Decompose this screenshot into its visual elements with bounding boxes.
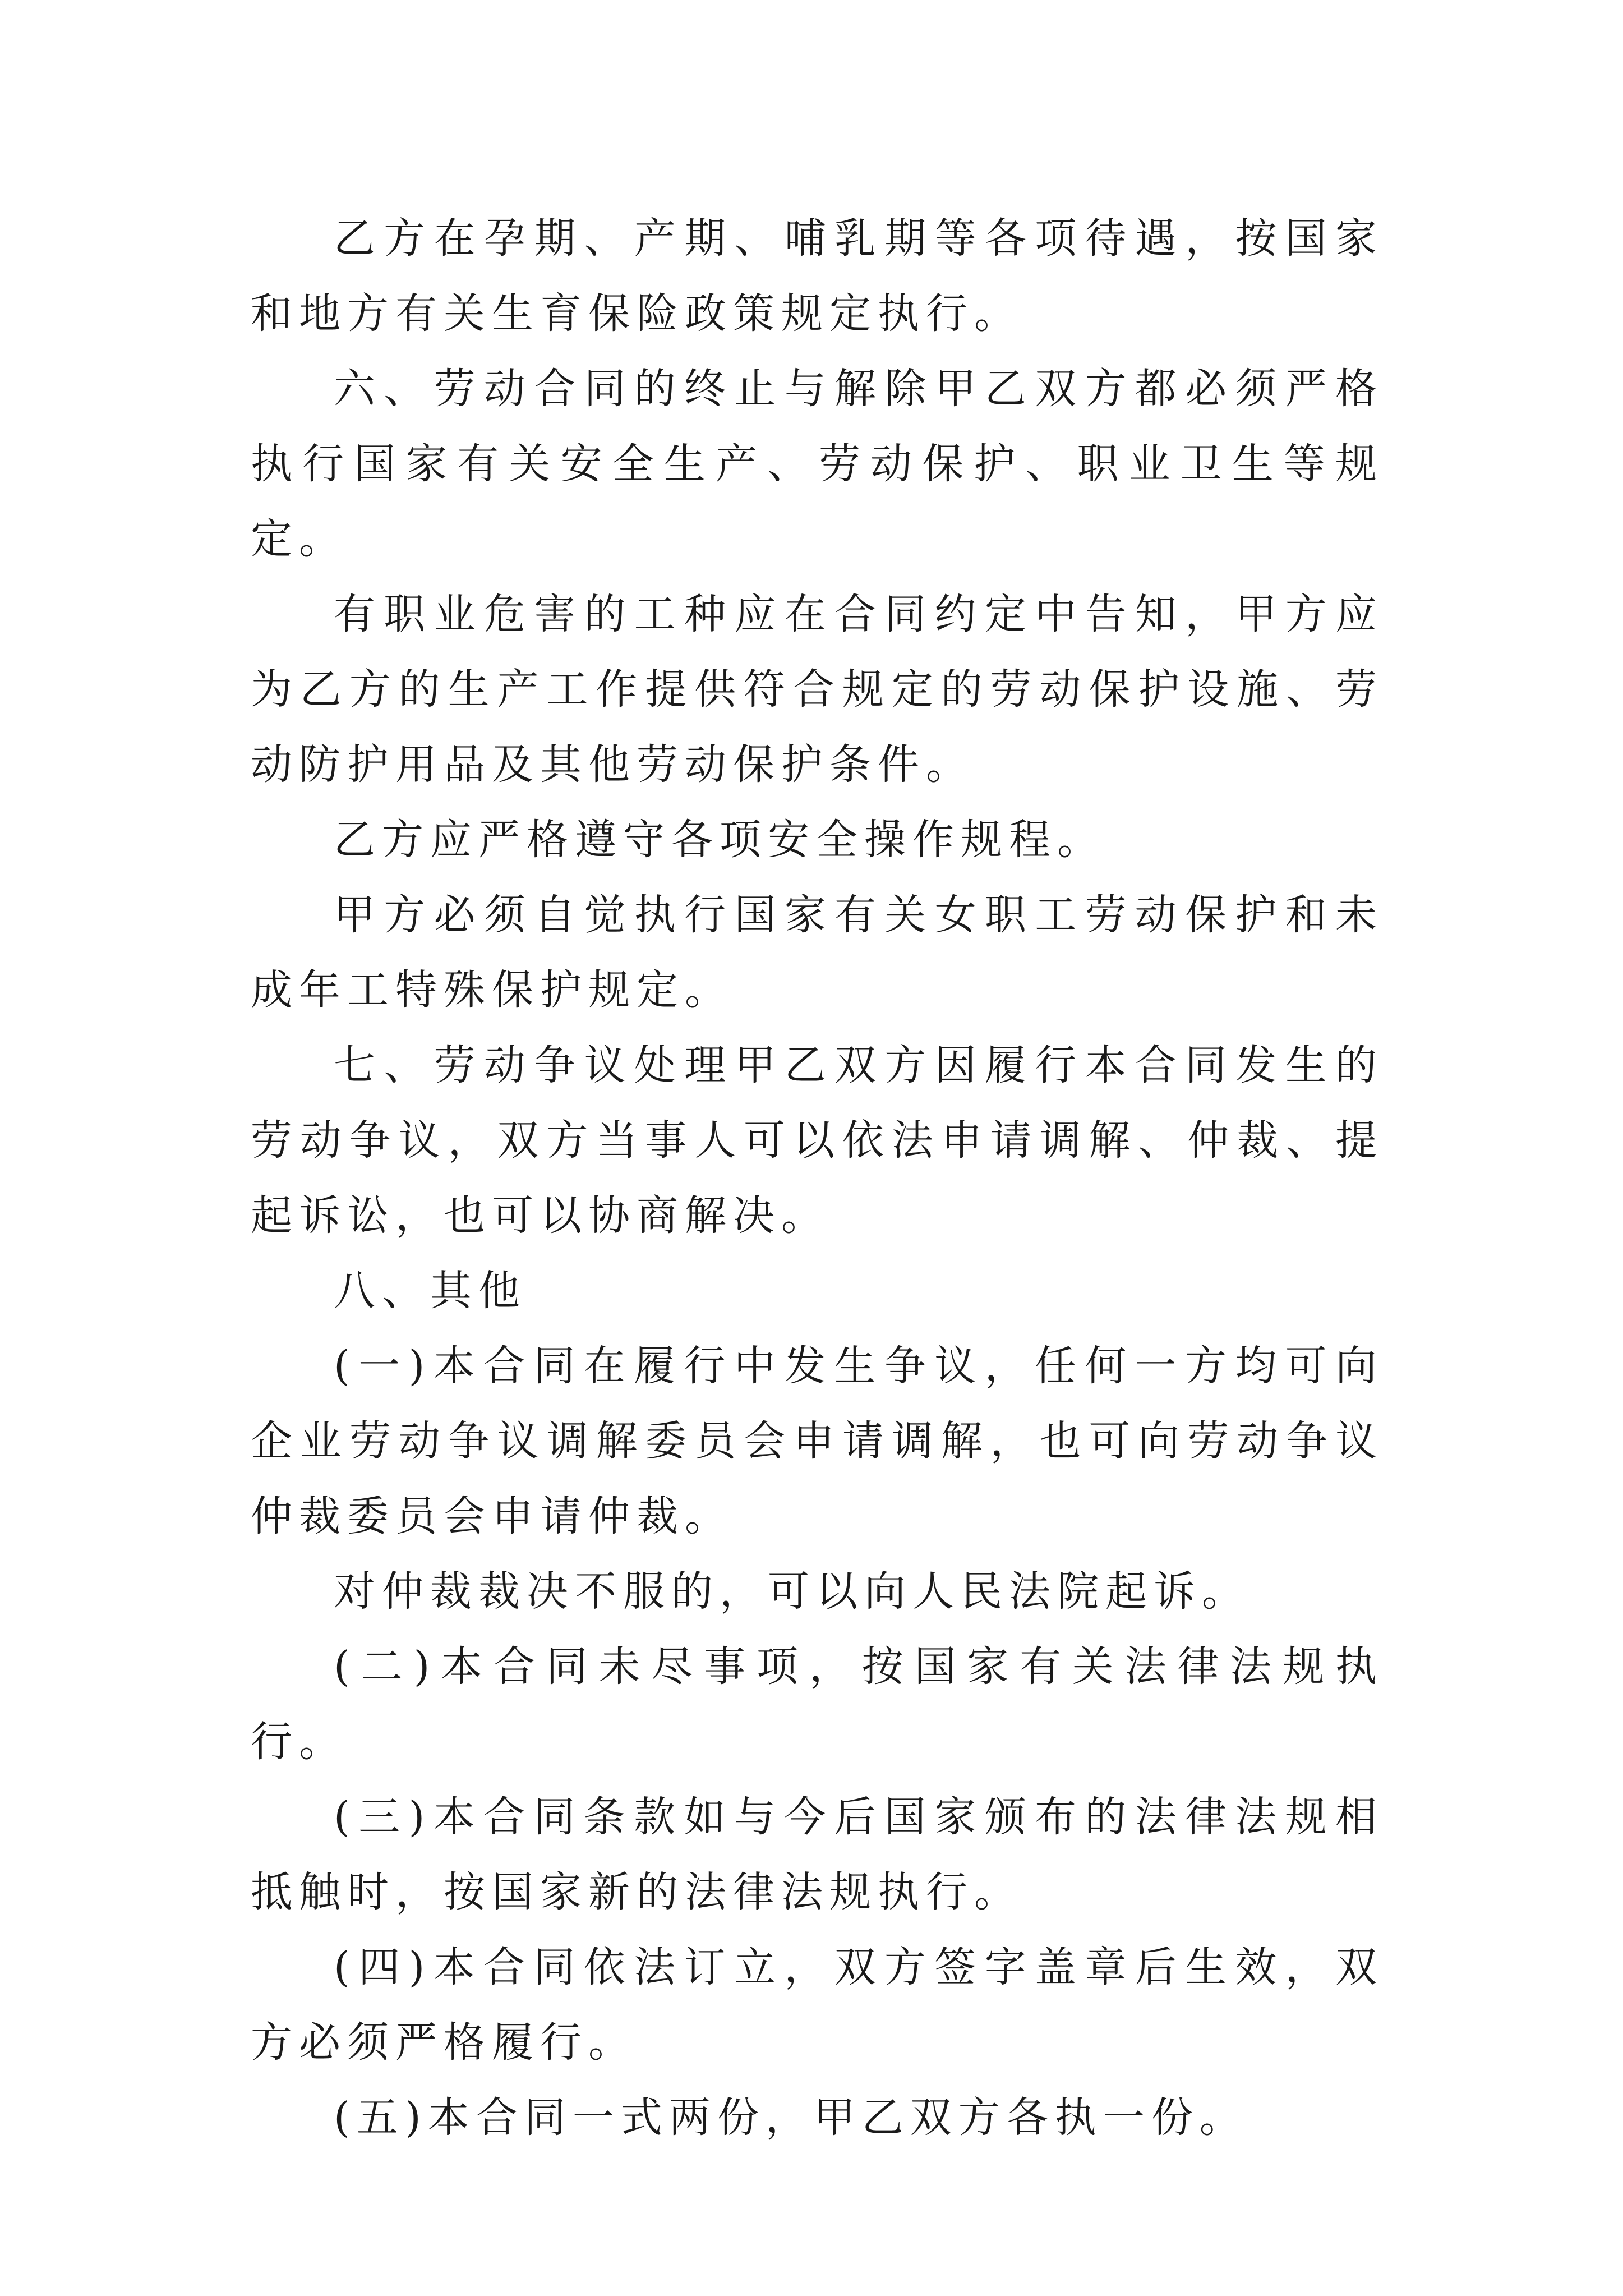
paragraph-court-appeal: 对仲裁裁决不服的，可以向人民法院起诉。 (334, 1567, 1250, 1616)
paragraph-safety-rules: 乙方应严格遵守各项安全操作规程。 (334, 816, 1105, 864)
paragraph-section-6: 六、劳动合同的终止与解除甲乙双方都必须严格执行国家有关安全生产、劳动保护、职业卫生等规定。 (251, 365, 1384, 563)
paragraph-maternity: 乙方在孕期、产期、哺乳期等各项待遇，按国家和地方有关生育保险政策规定执行。 (251, 214, 1384, 338)
paragraph-clause-4: (四)本合同依法订立，双方签字盖章后生效，双方必须严格履行。 (251, 1943, 1384, 2067)
paragraph-clause-1: (一)本合同在履行中发生争议，任何一方均可向企业劳动争议调解委员会申请调解，也可向劳动争议仲裁委员会申请仲裁。 (251, 1342, 1384, 1540)
paragraph-section-7: 七、劳动争议处理甲乙双方因履行本合同发生的劳动争议，双方当事人可以依法申请调解、仲裁、提起诉讼，也可以协商解决。 (251, 1041, 1384, 1240)
paragraph-female-minor-protection: 甲方必须自觉执行国家有关女职工劳动保护和未成年工特殊保护规定。 (251, 891, 1384, 1014)
paragraph-clause-5: (五)本合同一式两份，甲乙双方各执一份。 (334, 2093, 1248, 2142)
paragraph-occupational-hazard: 有职业危害的工种应在合同约定中告知，甲方应为乙方的生产工作提供符合规定的劳动保护设施、劳动防护用品及其他劳动保护条件。 (251, 590, 1384, 789)
paragraph-clause-3: (三)本合同条款如与今后国家颁布的法律法规相抵触时，按国家新的法律法规执行。 (251, 1793, 1384, 1916)
paragraph-section-8-heading: 八、其他 (334, 1267, 527, 1315)
document-body (251, 201, 1384, 2155)
paragraph-clause-2: (二)本合同未尽事项，按国家有关法律法规执行。 (251, 1642, 1384, 1766)
